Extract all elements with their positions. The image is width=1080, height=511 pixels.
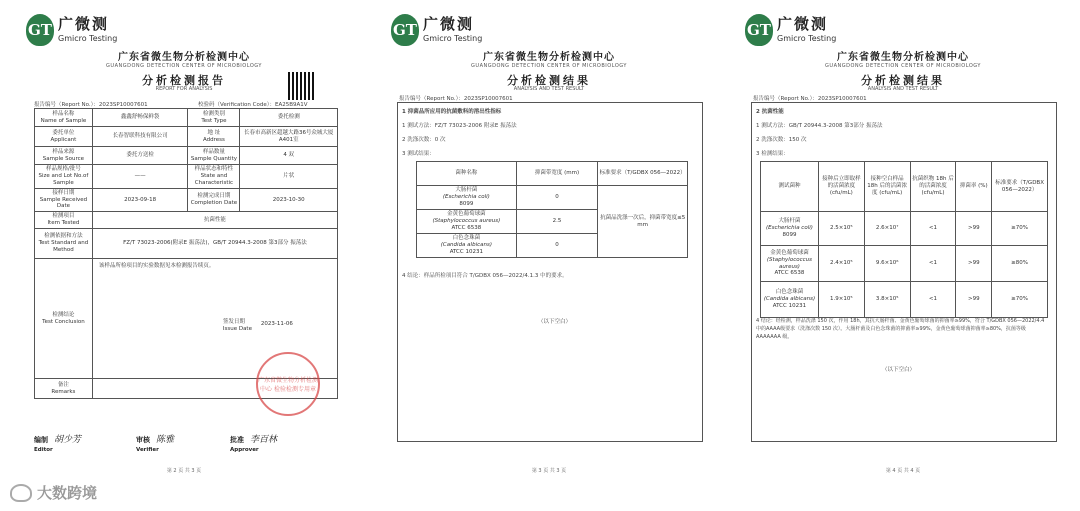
company-logo — [26, 12, 117, 48]
table-row: 大肠杆菌 (Escherichia coli) 8099 0 抗菌品洗涤一次后，抑菌带宽度≤5 mm — [417, 186, 688, 210]
official-stamp: 广东省微生物分析检测中心 检验检测专用章 — [256, 352, 320, 416]
end-marker: （以下空白） — [538, 319, 572, 325]
report-title-en: REPORT FOR ANALYSIS — [155, 86, 213, 92]
page-footer: 第 3 页 共 3 页 — [531, 468, 567, 474]
wash-count: 2 洗涤次数：0 次 — [402, 137, 446, 143]
report-number: 报告编号（Report No.）：2023SP10007601 — [399, 96, 513, 102]
table-row: 金黄色葡萄球菌 (Staphylococcus aureus) ATCC 6538 2.5 — [417, 210, 688, 234]
results-label: 3 测试结果： — [402, 151, 435, 157]
table-row: 样品来源 Sample Source 委托方送检 样品数量 Sample Quantity 4 双 — [35, 147, 338, 165]
company-logo — [745, 12, 836, 48]
report-page-1 — [18, 0, 350, 480]
editor-signature: 编制 胡少芳 Editor — [34, 435, 82, 453]
result-table — [416, 161, 688, 258]
issue-date: 签发日期 Issue Date — [222, 319, 252, 332]
wash-count: 2 洗涤次数：150 次 — [756, 137, 807, 143]
requirement-cell: 抗菌品洗涤一次后，抑菌带宽度≤5 mm — [598, 186, 688, 258]
result-table — [760, 161, 1048, 318]
company-logo — [391, 12, 482, 48]
end-marker: （以下空白） — [882, 367, 916, 373]
table-row: 备注 Remarks — [35, 379, 338, 399]
section-heading: 1 抑菌品所应用的抗菌敷料的溶出性指标 — [402, 109, 502, 115]
test-method: 1 测试方法：GB/T 20944.3-2008 第3部分 振荡法 — [756, 123, 883, 129]
center-title: 广东省微生物分析检测中心 — [483, 52, 615, 63]
table-row: 样品规格/批号 Size and Lot No.of Sample —— 样品状态和特性 State and Characteristic 片状 — [35, 165, 338, 189]
conclusion-note: 4 结论：样品所检项目符合 T/GDBX 056—2022/4.1.3 中的要求。 — [402, 273, 568, 279]
table-row: 白色念珠菌 (Candida albicans) ATCC 10231 0 — [417, 234, 688, 258]
report-title-en: ANALYSIS AND TEST RESULT — [513, 86, 585, 92]
conclusion-text: 该样品所检项目的实验数据见本检测报告续页。 — [98, 263, 215, 269]
test-method: 1 测试方法：FZ/T 73023-2006 附录E 振荡法 — [402, 123, 517, 129]
table-row: 检测项目 Item Tested 抗菌性能 — [35, 212, 338, 229]
issue-date-value: 2023-11-06 — [260, 321, 293, 327]
table-row: 金黄色葡萄球菌 (Staphylococcus aureus) ATCC 6538 2.4×10⁵ 9.6×10⁶ <1 >99 ≥80% — [761, 246, 1048, 282]
report-page-3 — [737, 0, 1069, 480]
report-title: 分析检测报告 — [142, 74, 226, 87]
page-footer: 第 4 页 共 4 页 — [885, 468, 921, 474]
watermark-icon — [10, 484, 32, 502]
logo-mark: GT — [745, 14, 773, 46]
report-title-en: ANALYSIS AND TEST RESULT — [867, 86, 939, 92]
conclusion-note: 4 结论：经检测，样品洗涤 150 次，作用 18h，其抗大肠杆菌、金黄色葡萄球菌的抑菌率≥99%，符合 T/GDBX 056—2022/4.4 中的AAAA级要求（洗涤次数 150 次）。大肠杆菌及白色念珠菌的抑菌率≥99%，金黄色葡萄球菌抑菌率≥80%，抗菌等级 AAAAAAA 级。 — [756, 318, 1045, 340]
qr-code — [288, 72, 316, 100]
report-title: 分析检测结果 — [507, 74, 591, 87]
approver-signature: 批准 李百林 Approver — [230, 435, 278, 453]
table-row: 委托单位 Applicant 长春智联科技有限公司 地 址 Address 长春市高新区超越大路36号众城大厦A401室 — [35, 127, 338, 147]
result-frame — [397, 102, 703, 442]
table-row: 大肠杆菌 (Escherichia coli) 8099 2.5×10⁵ 2.6×10⁷ <1 >99 ≥70% — [761, 212, 1048, 246]
result-frame — [751, 102, 1057, 442]
report-number: 报告编号（Report No.）：2023SP10007601 — [753, 96, 867, 102]
table-row: 样品名称 Name of Sample 鑫鑫舒畅保鲜袋 检测类别 Test Type 委托检测 — [35, 109, 338, 127]
center-title: 广东省微生物分析检测中心 — [118, 52, 250, 63]
results-label: 3 检测结果： — [756, 151, 789, 157]
report-number: 报告编号（Report No.）：2023SP10007601 — [34, 102, 148, 108]
logo-mark: GT — [391, 14, 419, 46]
verifier-signature: 审核 陈雅 Verifier — [136, 435, 175, 453]
logo-mark: GT — [26, 14, 54, 46]
center-title: 广东省微生物分析检测中心 — [837, 52, 969, 63]
logo-cn: 广微测 — [777, 15, 829, 33]
table-row: 检测依据和方法 Test Standard and Method FZ/T 73023-2006(附录E 振荡法)，GB/T 20944.3-2008 第3部分 振荡法 — [35, 229, 338, 259]
logo-cn: 广微测 — [58, 15, 110, 33]
table-header-row: 菌种名称 抑菌带宽度 (mm) 标准要求（T/GDBX 056—2022） — [417, 162, 688, 186]
report-page-2 — [383, 0, 715, 480]
table-row: 白色念珠菌 (Candida albicans) ATCC 10231 1.9×10⁵ 3.8×10⁵ <1 >99 ≥70% — [761, 282, 1048, 318]
report-title: 分析检测结果 — [861, 74, 945, 87]
watermark: 大数跨境 — [10, 482, 97, 503]
logo-en: Gmicro Testing — [777, 34, 837, 43]
section-heading: 2 抗菌性能 — [756, 109, 784, 115]
table-row: 接样日期 Sample Received Date 2023-09-18 检测完成日期 Completion Date 2023-10-30 — [35, 188, 338, 212]
center-title-en: GUANGDONG DETECTION CENTER OF MICROBIOLOGY — [471, 63, 627, 69]
table-row: 检测结论 Test Conclusion 该样品所检项目的实验数据见本检测报告续页。 签发日期 Issue Date 2023-11-06 — [35, 259, 338, 379]
center-title-en: GUANGDONG DETECTION CENTER OF MICROBIOLOGY — [106, 63, 262, 69]
table-header-row: 测试菌种 接种后立即取样的活菌浓度 (cfu/mL) 接种空白样品 18h 后的活菌浓度 (cfu/mL) 抗菌织物 18h 后的活菌浓度 (cfu/mL) 抑菌率 (%) 标准要求（T/GDBX 056—2022） — [761, 162, 1048, 212]
verification-code: 校验码（Verification Code）：EA25B9A1V — [198, 102, 308, 108]
logo-en: Gmicro Testing — [58, 34, 118, 43]
logo-en: Gmicro Testing — [423, 34, 483, 43]
page-footer: 第 2 页 共 3 页 — [166, 468, 202, 474]
logo-cn: 广微测 — [423, 15, 475, 33]
center-title-en: GUANGDONG DETECTION CENTER OF MICROBIOLOGY — [825, 63, 981, 69]
